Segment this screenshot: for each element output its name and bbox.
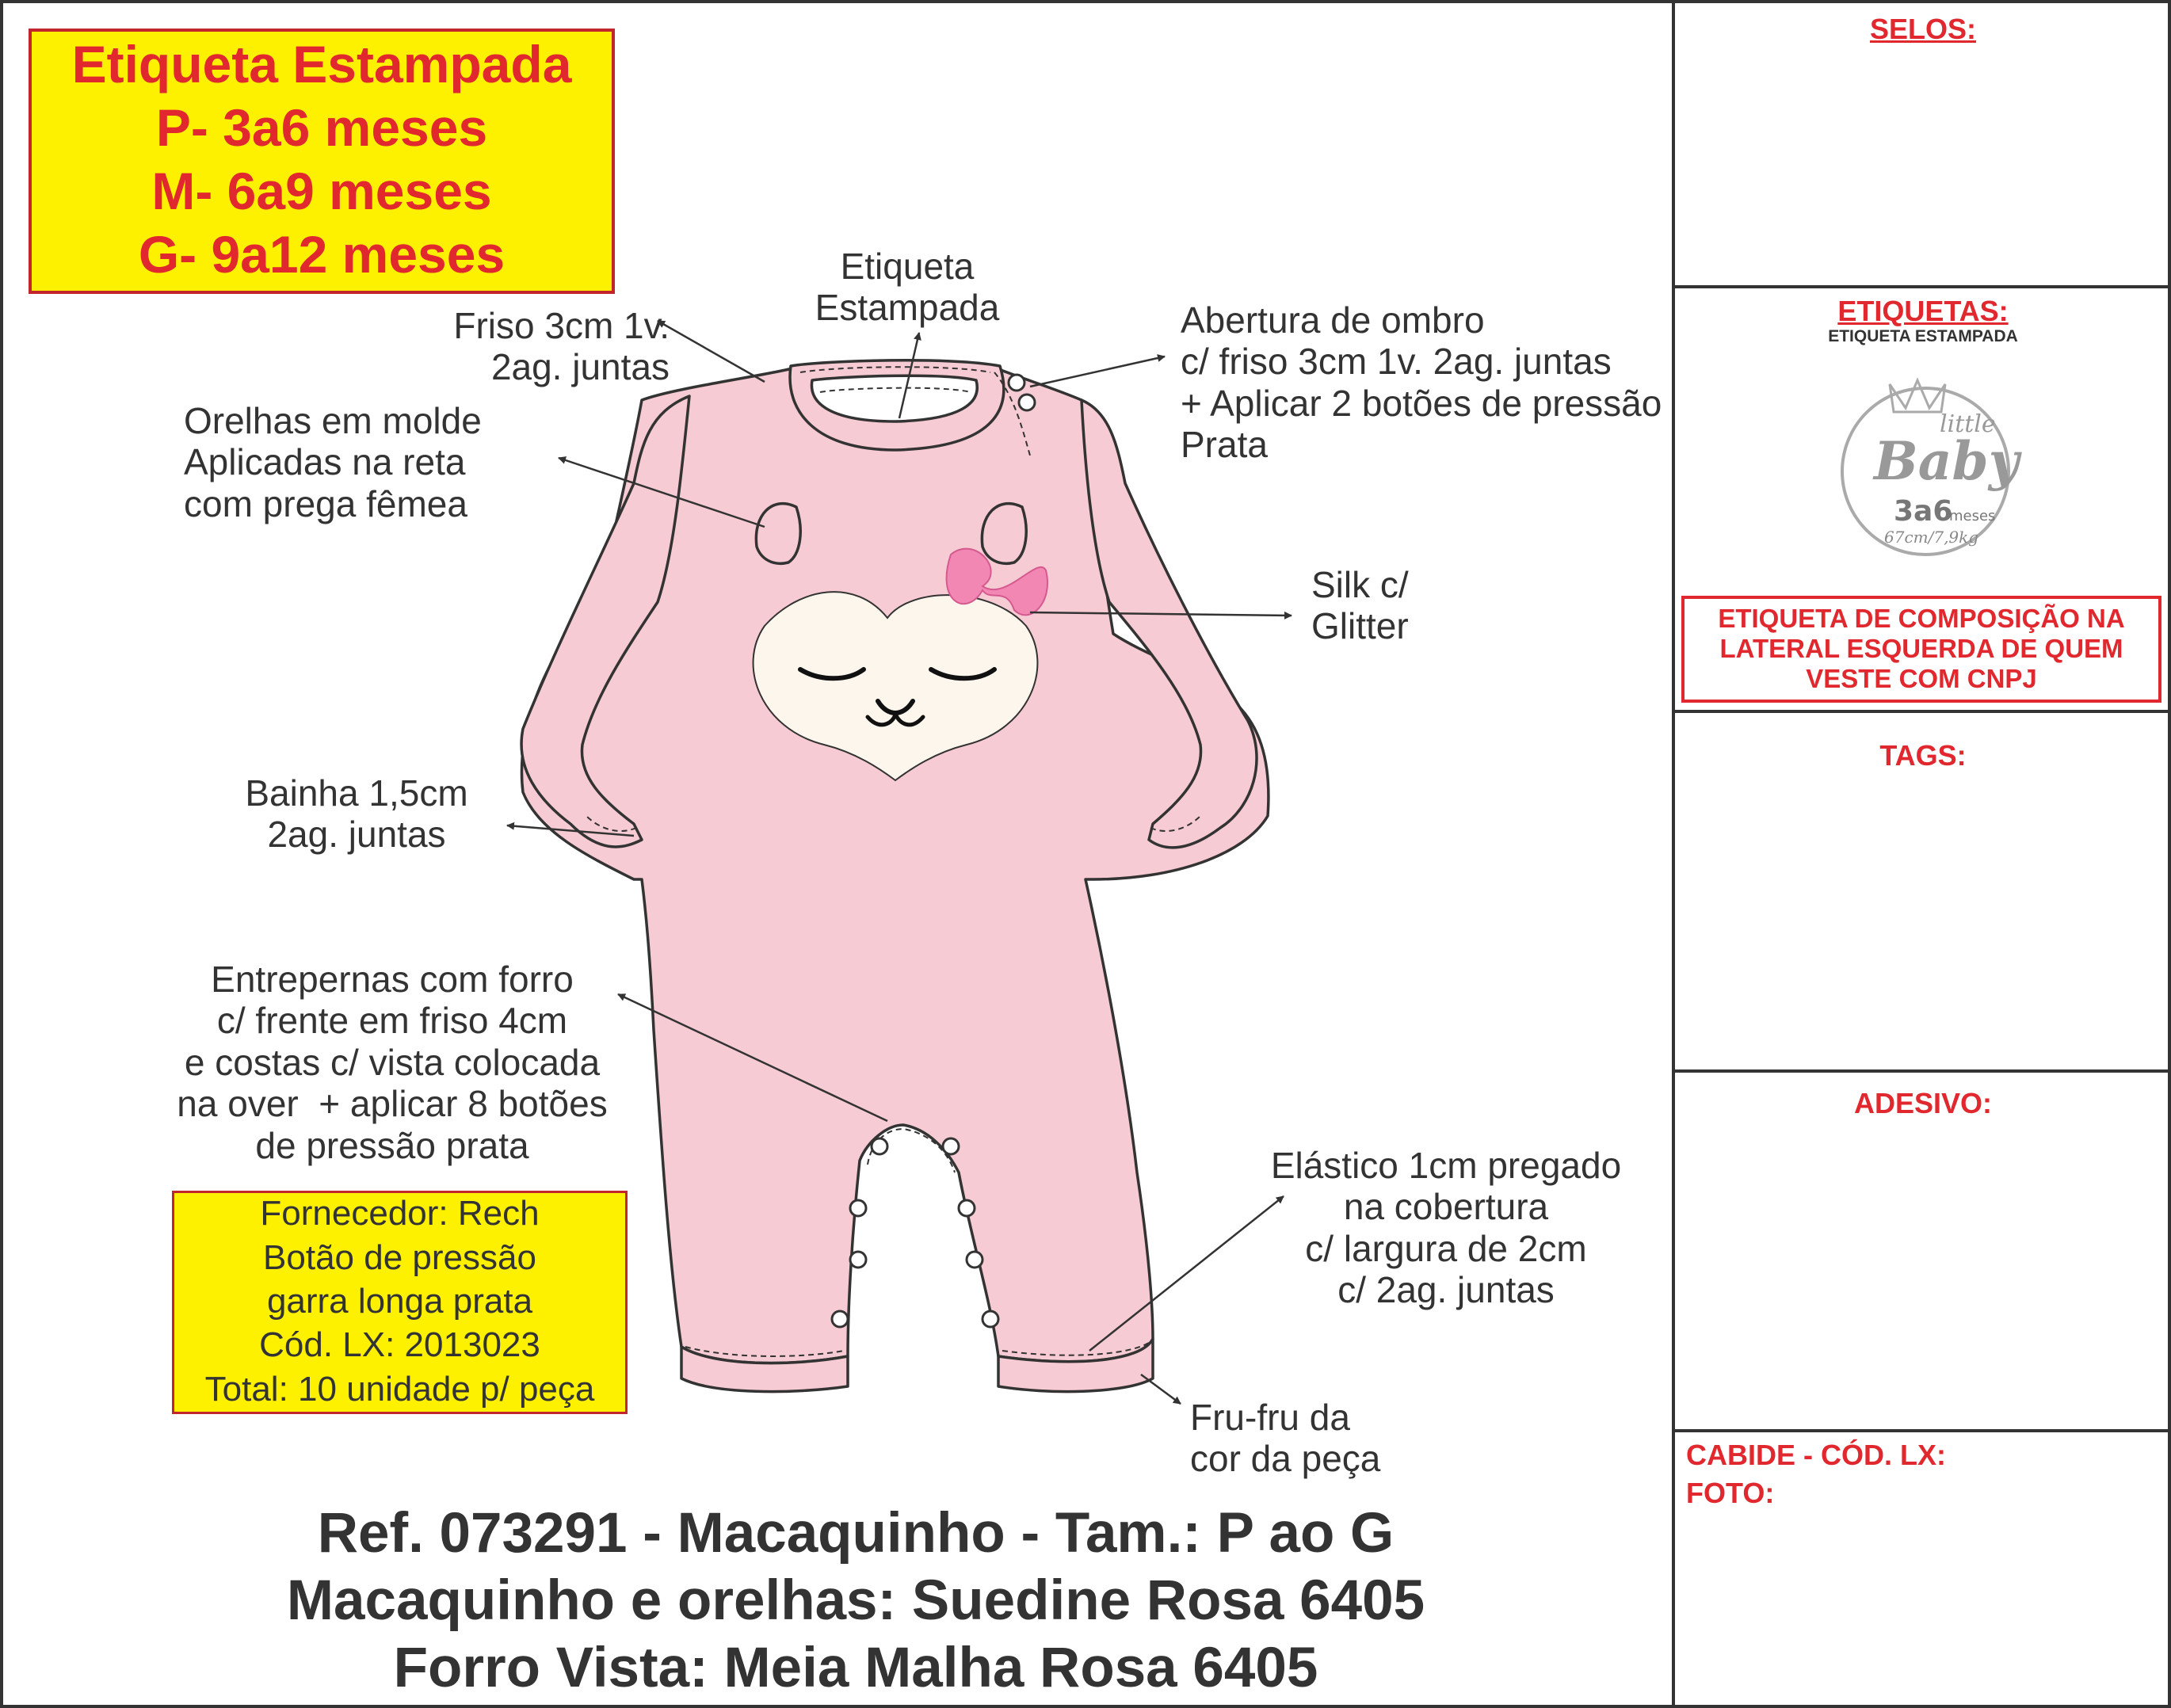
logo-measure: 67cm/7,9kg	[1884, 528, 1979, 547]
etiquetas-heading: ETIQUETAS:	[1837, 295, 2009, 327]
supplier-line-4: Cód. LX: 2013023	[259, 1325, 540, 1364]
panel-rule-3	[1672, 1069, 2171, 1073]
selos-heading: SELOS:	[1869, 13, 1976, 45]
label-abertura-ombro: Abertura de ombro c/ friso 3cm 1v. 2ag. juntas + Aplicar 2 botões de pressão Prata	[1181, 299, 1662, 466]
logo-little-text: little	[1940, 410, 1996, 438]
size-m: M- 6a9 meses	[151, 162, 492, 220]
label-orelhas: Orelhas em molde Aplicadas na reta com prega fêmea	[184, 400, 482, 524]
foto-label: FOTO:	[1686, 1477, 1775, 1509]
label-entrepernas: Entrepernas com forro c/ frente em friso 4cm e costas c/ vista colocada na over + aplicar 8 botões de pressão prata	[177, 959, 608, 1166]
label-etiqueta-estampada: Etiqueta Estampada	[815, 246, 1000, 329]
label-fru-fru: Fru-fru da cor da peça	[1190, 1397, 1381, 1480]
adesivo-heading: ADESIVO:	[1853, 1087, 1993, 1119]
label-elastico: Elástico 1cm pregado na cobertura c/ largura de 2cm c/ 2ag. juntas	[1270, 1145, 1622, 1311]
panel-rule-4	[1672, 1429, 2171, 1432]
title-material: Macaquinho e orelhas: Suedine Rosa 6405	[286, 1569, 1425, 1632]
side-panel-divider	[1672, 0, 1675, 1708]
little-baby-logo	[1799, 353, 2052, 566]
label-bainha: Bainha 1,5cm 2ag. juntas	[245, 772, 468, 856]
size-g: G- 9a12 meses	[138, 225, 506, 284]
composicao-box	[1681, 596, 2161, 703]
size-p: P- 3a6 meses	[155, 98, 488, 157]
logo-unit: meses	[1949, 508, 1996, 524]
supplier-line-2: Botão de pressão	[263, 1238, 536, 1277]
logo-size: 3a6	[1894, 495, 1953, 528]
panel-rule-1	[1672, 285, 2171, 288]
label-friso: Friso 3cm 1v. 2ag. juntas	[453, 305, 670, 388]
title-lining: Forro Vista: Meia Malha Rosa 6405	[393, 1637, 1318, 1699]
supplier-line-5: Total: 10 unidade p/ peça	[204, 1370, 595, 1409]
supplier-box	[172, 1191, 628, 1414]
tags-heading: TAGS:	[1879, 739, 1967, 772]
title-ref: Ref. 073291 - Macaquinho - Tam.: P ao G	[317, 1502, 1395, 1565]
composicao-text: ETIQUETA DE COMPOSIÇÃO NA LATERAL ESQUERDA DE QUEM VESTE COM CNPJ	[1718, 604, 2125, 693]
supplier-line-1: Fornecedor: Rech	[260, 1194, 540, 1233]
logo-baby-text: Baby	[1874, 430, 2020, 492]
romper-body	[521, 360, 1269, 1392]
cabide-label: CABIDE - CÓD. LX:	[1686, 1439, 1946, 1471]
etiquetas-subtitle: ETIQUETA ESTAMPADA	[1828, 327, 2018, 345]
label-silk: Silk c/ Glitter	[1311, 564, 1409, 647]
size-box-title: Etiqueta Estampada	[71, 35, 572, 93]
supplier-line-3: garra longa prata	[266, 1282, 533, 1321]
panel-rule-2	[1672, 710, 2171, 713]
